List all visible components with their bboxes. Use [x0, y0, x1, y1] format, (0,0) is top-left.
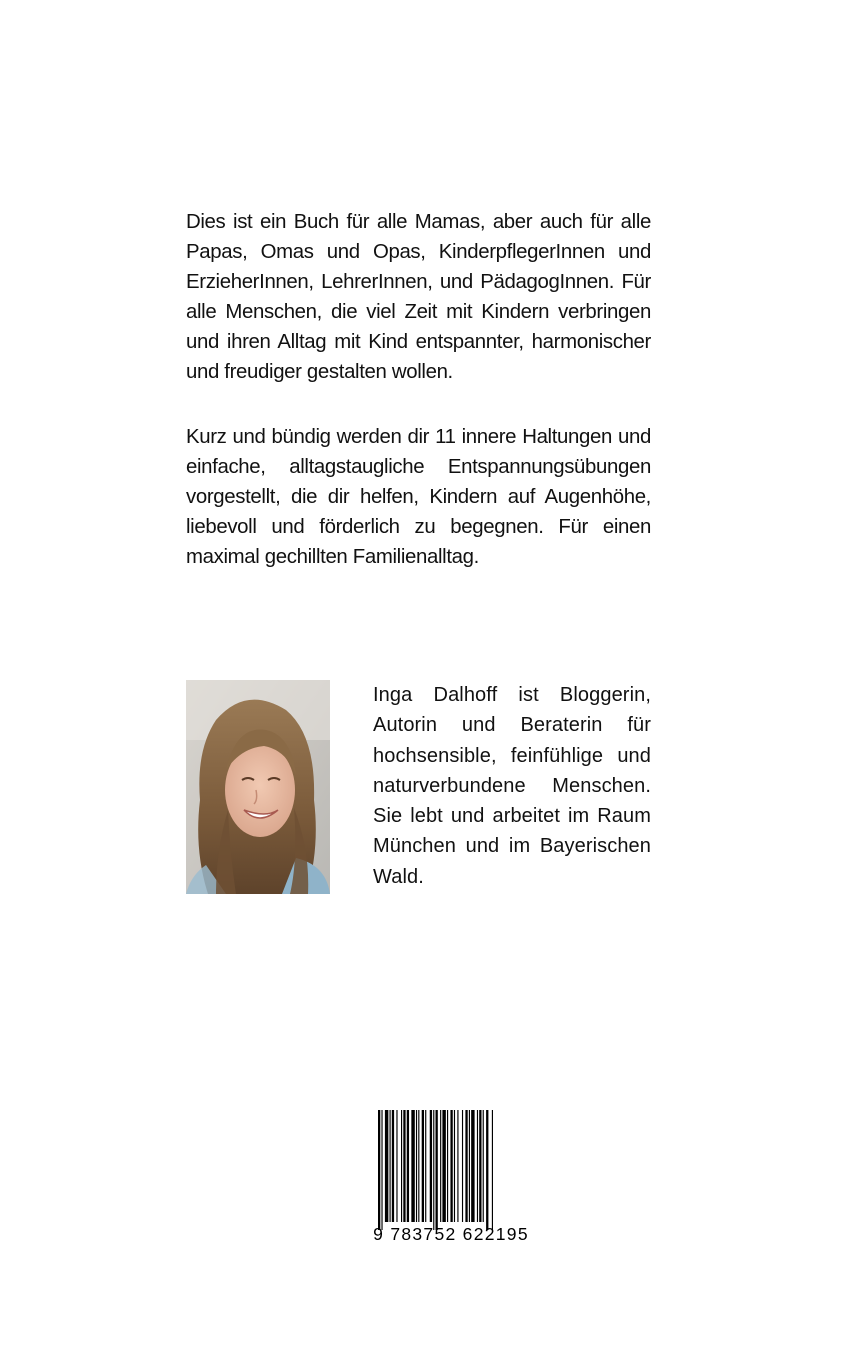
barcode-bar	[465, 1110, 467, 1222]
barcode-bar	[396, 1110, 397, 1222]
barcode-bar	[436, 1110, 438, 1230]
barcode-bar	[392, 1110, 394, 1222]
barcode-bar	[390, 1110, 391, 1222]
barcode-bar	[430, 1110, 432, 1222]
barcode-bar	[381, 1110, 382, 1230]
author-photo	[186, 680, 330, 894]
barcode-bar	[486, 1110, 488, 1230]
barcode-bars	[362, 1110, 540, 1230]
barcode-bar	[416, 1110, 417, 1222]
barcode-bar	[411, 1110, 414, 1222]
barcode-bar	[462, 1110, 463, 1222]
barcode-bar	[433, 1110, 434, 1230]
barcode-bar	[440, 1110, 441, 1222]
barcode-bar	[457, 1110, 458, 1222]
blurb-paragraph-2: Kurz und bündig werden dir 11 innere Haltungen und einfache, alltagstaugliche Entspannungsübungen vorgestellt, die dir helfen, Kindern auf Augenhöhe, liebevoll und förderlich zu begegnen. Für einen maximal gechillten Familienalltag.	[186, 426, 651, 568]
barcode-bar	[477, 1110, 478, 1222]
blurb-paragraph-1: Dies ist ein Buch für alle Mamas, aber auch für alle Papas, Omas und Opas, KinderpflegerInnen und ErzieherInnen, LehrerInnen, und PädagogInnen. Für alle Menschen, die viel Zeit mit Kindern verbringen und ihren Alltag mit Kind entspannter, harmonischer und freudiger gestalten wollen.	[186, 211, 651, 383]
barcode-bar	[385, 1110, 388, 1222]
barcode-bar	[425, 1110, 426, 1222]
barcode-bar	[418, 1110, 419, 1222]
barcode-bar	[454, 1110, 455, 1222]
barcode-bar	[471, 1110, 474, 1222]
barcode-bar	[401, 1110, 402, 1222]
barcode-bar	[407, 1110, 409, 1222]
barcode-bar	[447, 1110, 448, 1222]
barcode-bar	[469, 1110, 470, 1222]
barcode-bar	[403, 1110, 405, 1222]
barcode-bar	[483, 1110, 484, 1222]
isbn-number: 9 783752 622195	[373, 1224, 529, 1244]
author-bio: Inga Dalhoff ist Bloggerin, Autorin und Beraterin für hochsensible, feinfühlige und naturverbundene Menschen. Sie lebt und arbeitet im Raum München und im Bayerischen Wald.	[373, 684, 651, 888]
barcode-bar	[442, 1110, 445, 1222]
barcode-bar	[378, 1110, 380, 1230]
barcode-bar	[422, 1110, 424, 1222]
barcode-bar	[450, 1110, 452, 1222]
barcode-bar	[492, 1110, 493, 1230]
isbn-barcode	[362, 1110, 540, 1248]
barcode-bar	[479, 1110, 481, 1222]
